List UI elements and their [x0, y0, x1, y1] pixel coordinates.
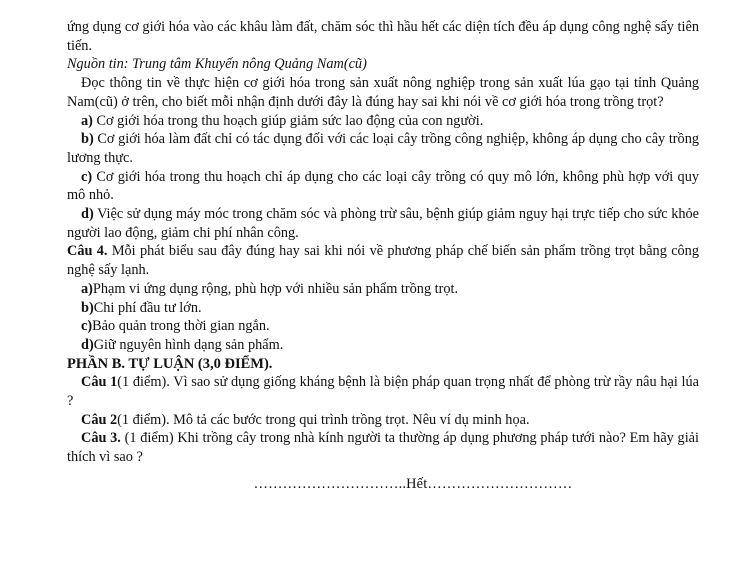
question-label: Câu 4. — [67, 243, 108, 260]
statement-text: Cơ giới hóa trong thu hoạch chỉ áp dụng cho các loại cây trồng có quy mô lớn, không phù hợp với quy mô nhỏ. — [67, 168, 699, 204]
statement-text: Chi phí đầu tư lớn. — [93, 299, 202, 316]
statement-text: Cơ giới hóa làm đất chỉ có tác dụng đối với các loại cây trồng công nghiệp, không áp dụng cho cây trồng lương thực. — [67, 131, 699, 166]
q4-statement-b — [67, 299, 699, 318]
statement-d — [67, 205, 699, 242]
question-3-prompt: Đọc thông tin về thực hiện cơ giới hóa trong sản xuất nông nghiệp trong sản xuất lúa gạo tại tỉnh Quảng Nam(cũ) ở trên, cho biết mỗi nhận định dưới đây là đúng hay sai khi nói về cơ giới hóa trong trồng trọt? — [67, 75, 699, 110]
statement-b — [67, 130, 699, 167]
question-label: Câu 3. — [81, 430, 121, 447]
statement-c — [67, 168, 699, 205]
essay-question-2 — [67, 411, 699, 430]
section-b-heading: PHẦN B. TỰ LUẬN (3,0 ĐIỂM). — [67, 355, 273, 372]
q4-statement-c — [67, 317, 699, 336]
statement-label: c) — [81, 168, 93, 185]
statement-text: Phạm vi ứng dụng rộng, phù hợp với nhiều sản phẩm trồng trọt. — [92, 280, 459, 297]
statement-label: c) — [81, 318, 93, 335]
question-4 — [67, 242, 699, 279]
question-label: Câu 1 — [81, 374, 118, 391]
statement-label: d) — [81, 336, 94, 353]
statement-label: a) — [81, 280, 93, 297]
q4-statement-d — [67, 336, 699, 355]
essay-question-3 — [67, 429, 699, 466]
question-text: (1 điểm) Khi trồng cây trong nhà kính người ta thường áp dụng phương pháp tưới nào? Em hãy giải thích vì sao ? — [67, 430, 699, 466]
question-text: (1 điểm). Vì sao sử dụng giống kháng bệnh là biện pháp quan trọng nhất để phòng trừ rầy nâu hại lúa ? — [67, 374, 699, 410]
statement-label: d) — [81, 206, 94, 223]
statement-label: b) — [81, 299, 94, 316]
statement-text: Việc sử dụng máy móc trong chăm sóc và phòng trừ sâu, bệnh giúp giảm nguy hại trực tiếp cho sức khỏe người lao động, giảm chi phí nhân công. — [67, 206, 699, 241]
source-citation: Nguồn tin: Trung tâm Khuyến nông Quảng Nam(cũ) — [67, 56, 367, 73]
statement-text: Giữ nguyên hình dạng sản phẩm. — [93, 336, 284, 353]
question-label: Câu 2 — [81, 411, 118, 428]
essay-question-1 — [67, 373, 699, 410]
statement-label: a) — [81, 112, 93, 129]
intro-paragraph-tail: ứng dụng cơ giới hóa vào các khâu làm đất, chăm sóc thì hầu hết các diện tích đều áp dụng công nghệ sấy tiên tiến. — [67, 19, 699, 54]
statement-text: Bảo quản trong thời gian ngắn. — [92, 318, 270, 335]
q4-statement-a — [67, 280, 699, 299]
end-mark: …………………………..Hết………………………… — [253, 475, 573, 492]
statement-text: Cơ giới hóa trong thu hoạch giúp giảm sức lao động của con người. — [92, 112, 484, 129]
statement-a — [67, 112, 699, 131]
question-text: Mỗi phát biểu sau đây đúng hay sai khi nói về phương pháp chế biến sản phẩm trồng trọt bằng công nghệ sấy lạnh. — [67, 243, 699, 279]
statement-label: b) — [81, 131, 94, 148]
question-text: (1 điểm). Mô tả các bước trong qui trình trồng trọt. Nêu ví dụ minh họa. — [117, 411, 530, 428]
